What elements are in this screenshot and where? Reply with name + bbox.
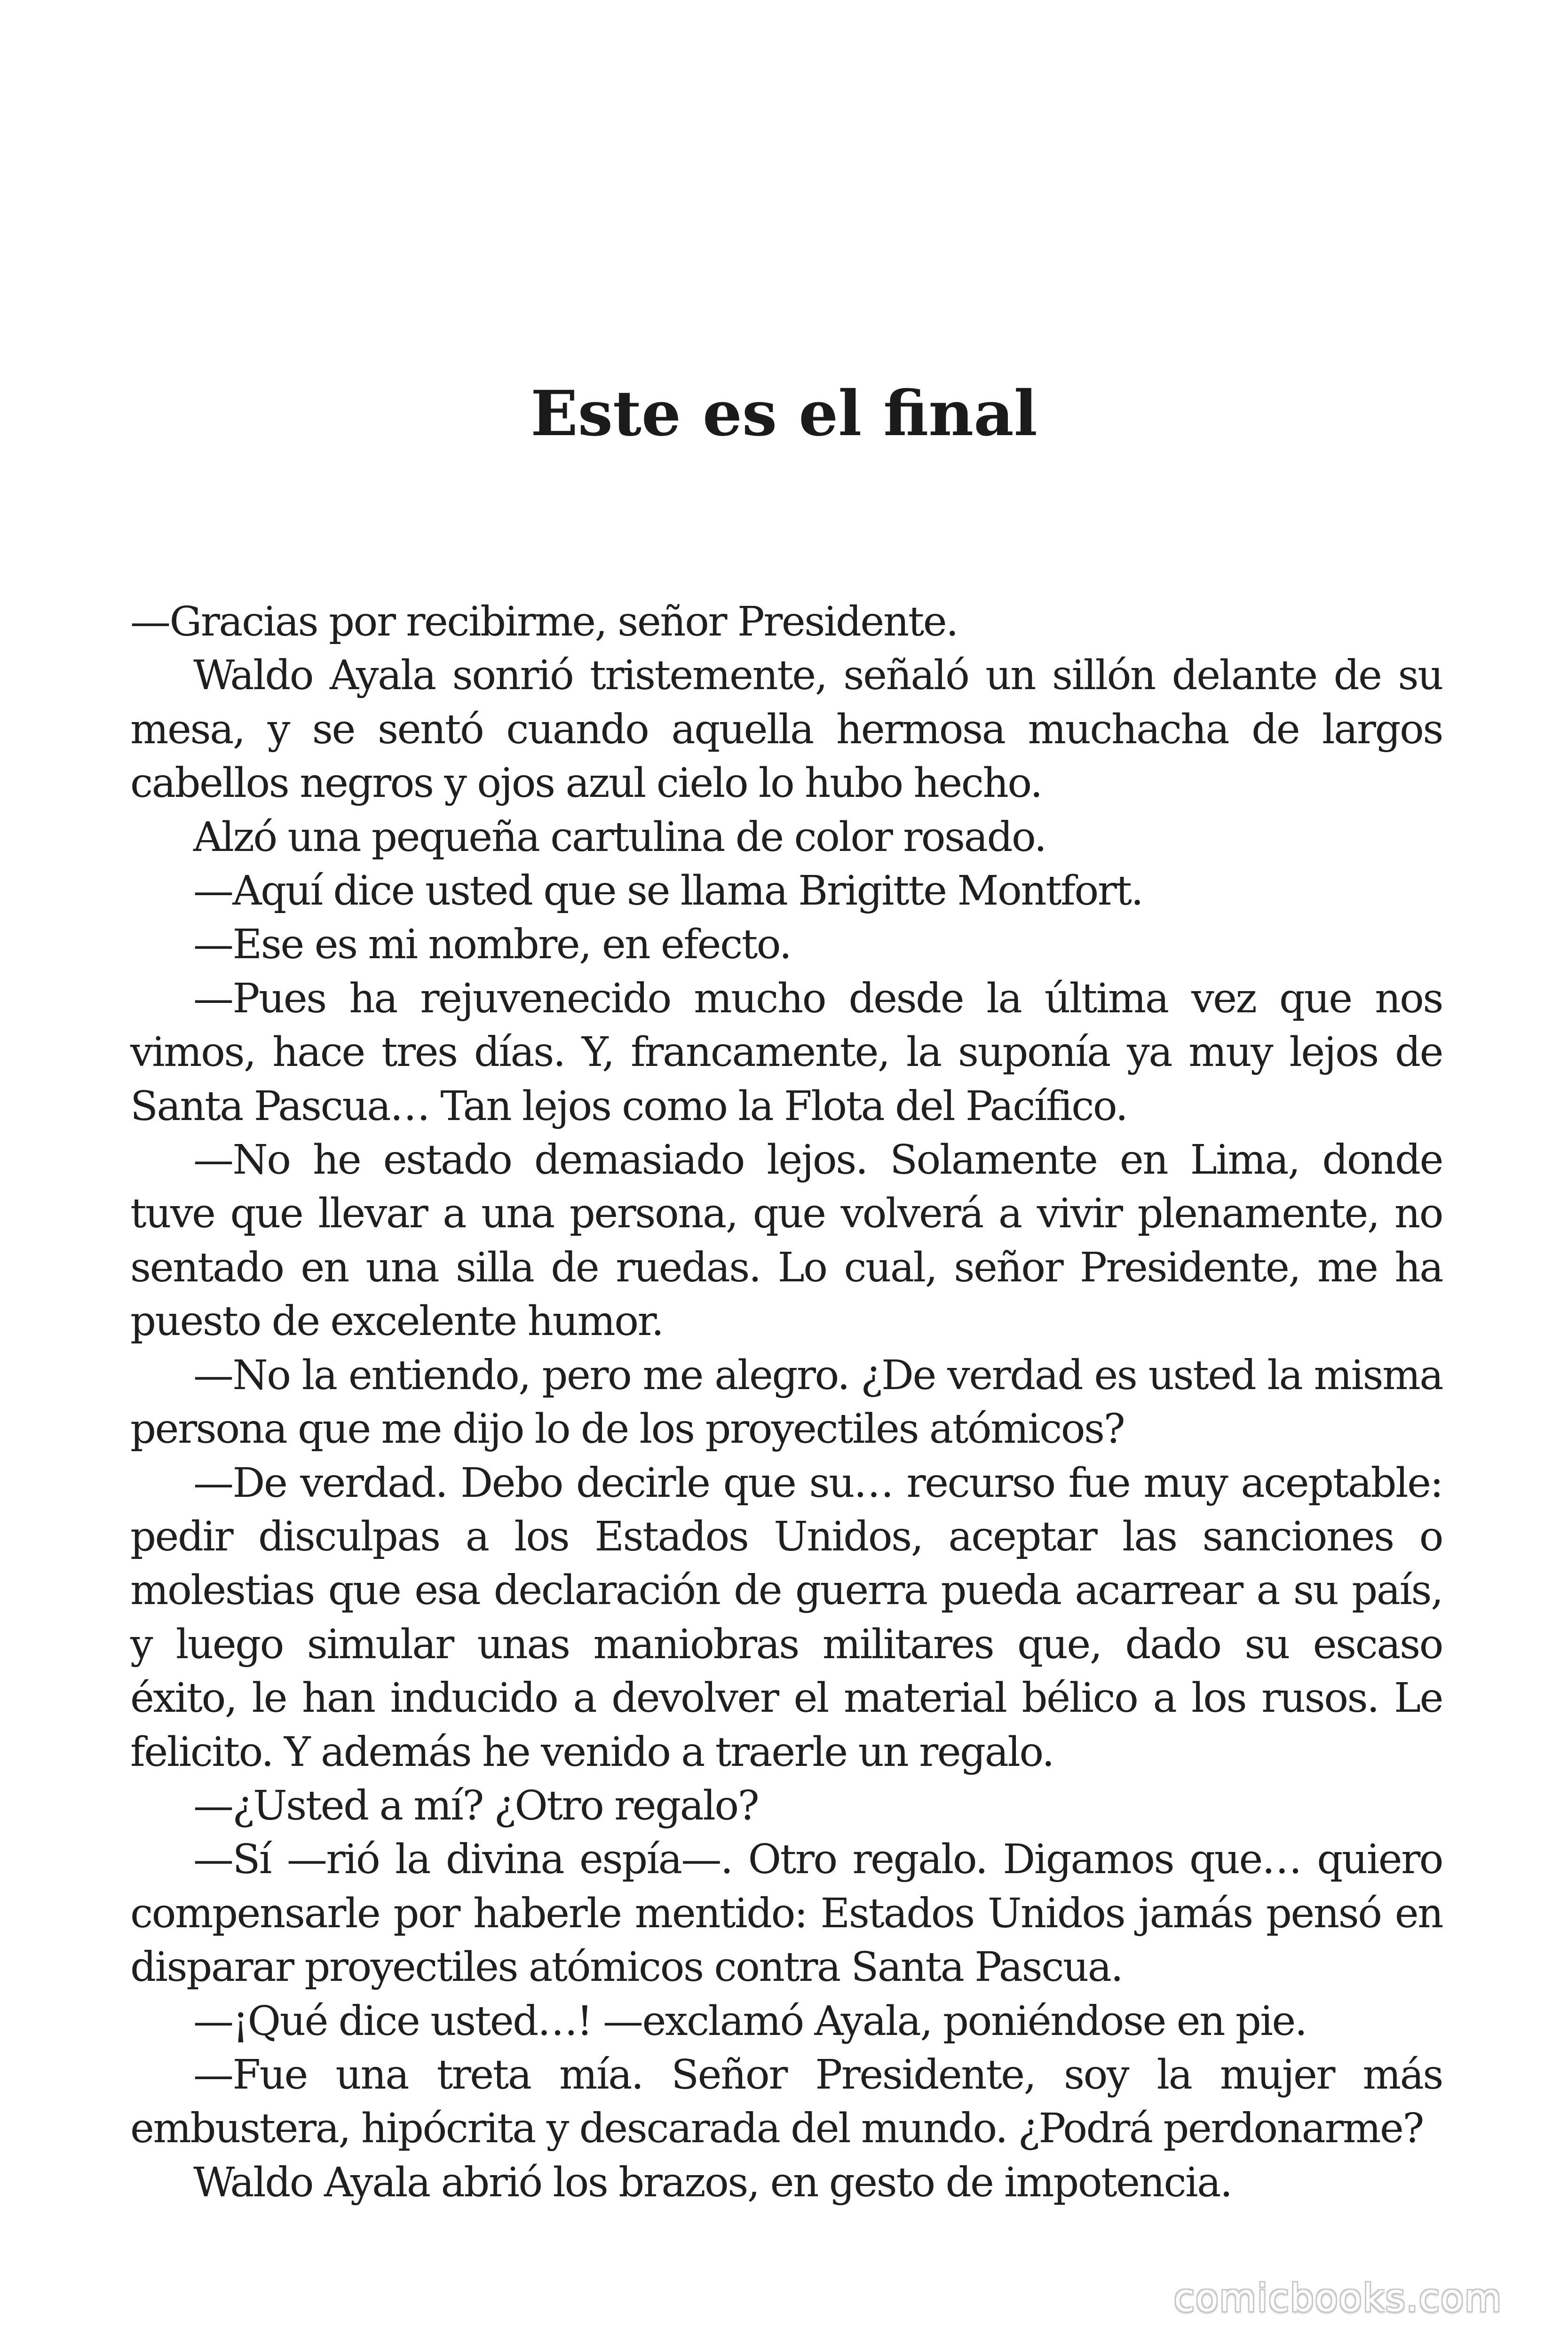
paragraph: —¿Usted a mí? ¿Otro regalo? [193, 1782, 759, 1829]
paragraph: —Gracias por recibirme, señor Presidente. [130, 598, 958, 645]
paragraph: —De verdad. Debo decirle que su… recurso fue muy aceptable: pedir disculpas a los Estados Unidos, aceptar las sanciones o molestias que esa declaración de guerra pueda acarrear a su país, y luego simular unas maniobras militares que, dado su escaso éxito, le han inducido a devolver el material bélico a los rusos. Le felicito. Y además he venido a traerle un regalo. [130, 1459, 1442, 1776]
chapter-title: Este es el final [531, 377, 1037, 450]
paragraph: —Pues ha rejuvenecido mucho desde la última vez que nos vimos, hace tres días. Y, francamente, la suponía ya muy lejos de Santa Pascua… Tan lejos como la Flota del Pacífico. [130, 975, 1442, 1130]
paragraph: —Fue una treta mía. Señor Presidente, soy la mujer más embustera, hipócrita y descarada del mundo. ¿Podrá perdonarme? [130, 2051, 1442, 2153]
chapter-body [130, 595, 1442, 2209]
paragraph: Alzó una pequeña cartulina de color rosado. [193, 813, 1046, 861]
paragraph: Waldo Ayala abrió los brazos, en gesto de impotencia. [193, 2159, 1232, 2206]
paragraph: —No la entiendo, pero me alegro. ¿De verdad es usted la misma persona que me dijo lo de los proyectiles atómicos? [130, 1351, 1442, 1453]
paragraph: Waldo Ayala sonrió tristemente, señaló un sillón delante de su mesa, y se sentó cuando aquella hermosa muchacha de largos cabellos negros y ojos azul cielo lo hubo hecho. [130, 652, 1442, 807]
paragraph: —Aquí dice usted que se llama Brigitte Montfort. [193, 867, 1143, 915]
paragraph: —Ese es mi nombre, en efecto. [193, 921, 791, 969]
watermark: comicbooks.com [1173, 2276, 1502, 2320]
paragraph: —¡Qué dice usted…! —exclamó Ayala, poniéndose en pie. [193, 1997, 1307, 2045]
paragraph: —Sí —rió la divina espía—. Otro regalo. Digamos que… quiero compensarle por haberle mentido: Estados Unidos jamás pensó en disparar proyectiles atómicos contra Santa Pascua. [130, 1836, 1442, 1991]
paragraph: —No he estado demasiado lejos. Solamente en Lima, donde tuve que llevar a una persona, que volverá a vivir plenamente, no sentado en una silla de ruedas. Lo cual, señor Presidente, me ha puesto de excelente humor. [130, 1136, 1442, 1345]
